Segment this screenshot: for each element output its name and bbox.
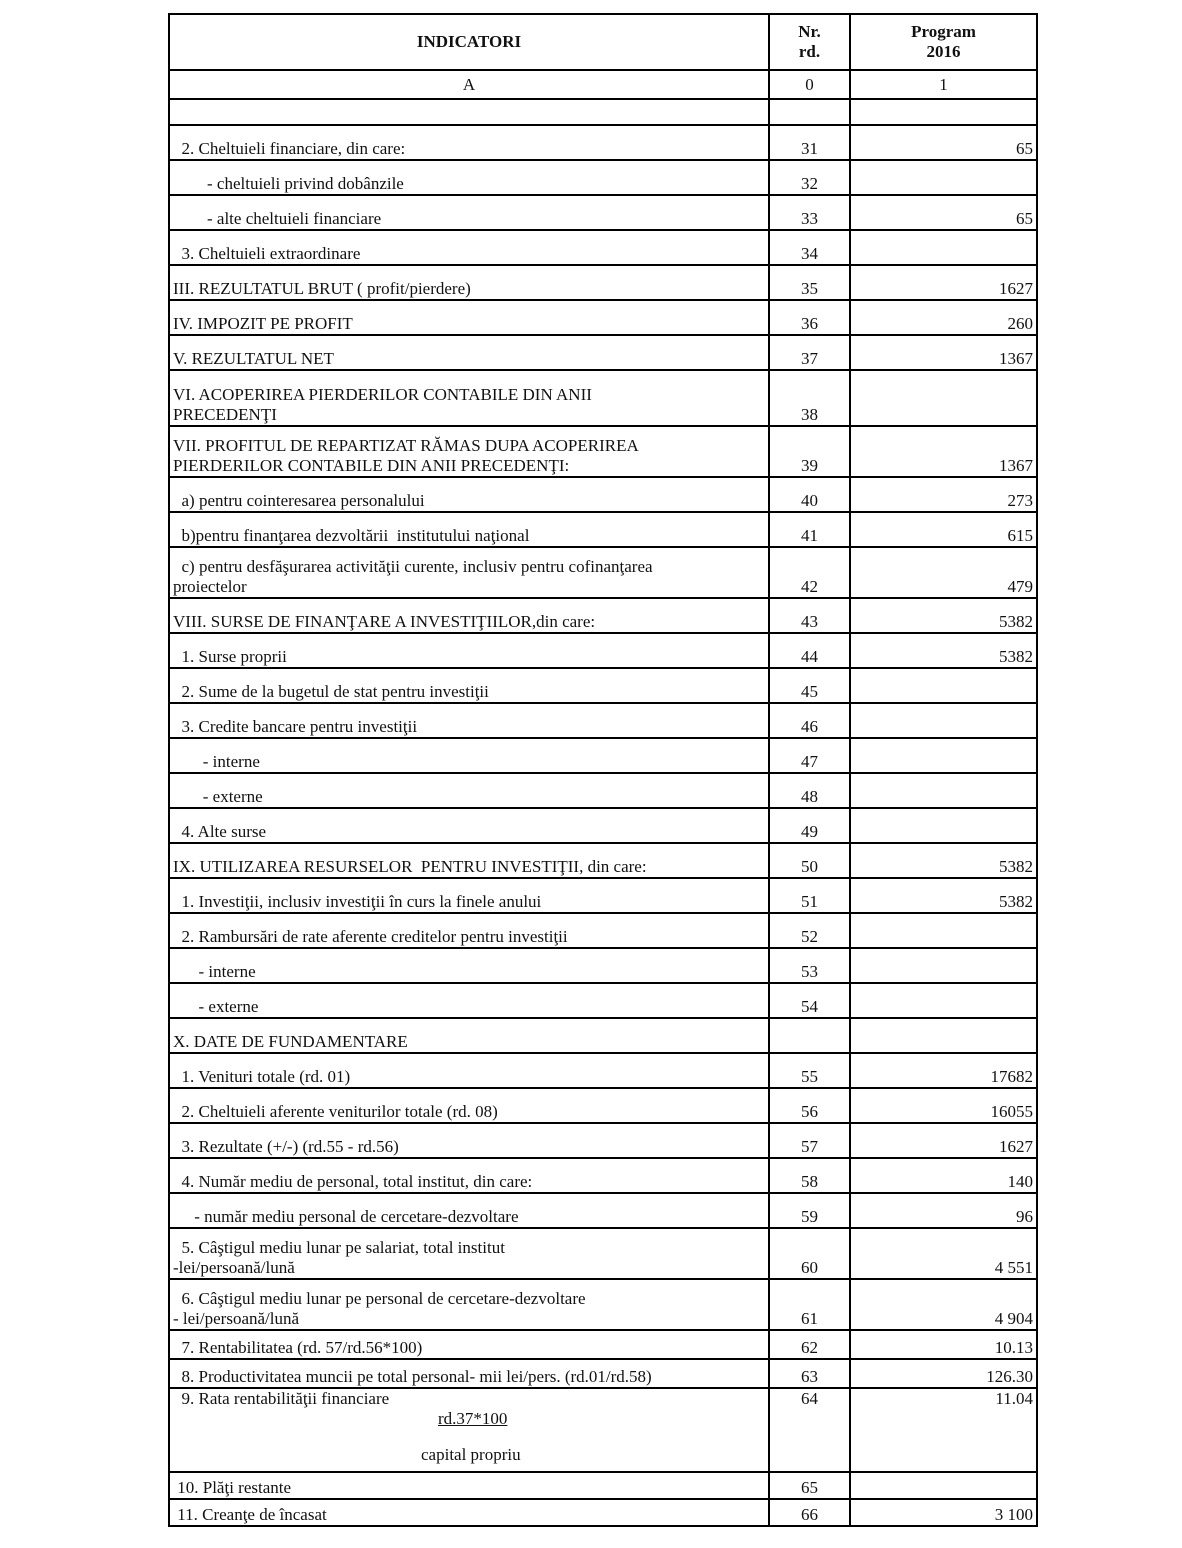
- indicator-label: [169, 1388, 769, 1472]
- indicator-label: 1. Surse proprii: [169, 633, 769, 668]
- indicator-label: V. REZULTATUL NET: [169, 335, 769, 370]
- indicator-label: - număr mediu personal de cercetare-dezvoltare: [169, 1193, 769, 1228]
- row-number: 60: [769, 1228, 850, 1279]
- blank-row: [169, 99, 1037, 125]
- indicator-label: - externe: [169, 773, 769, 808]
- table-row: [169, 738, 1037, 773]
- program-value: 615: [850, 512, 1037, 547]
- program-value: 65: [850, 125, 1037, 160]
- table-row: [169, 1359, 1037, 1388]
- table-row: [169, 512, 1037, 547]
- program-value: [850, 738, 1037, 773]
- blank-cell: [850, 99, 1037, 125]
- program-value: 140: [850, 1158, 1037, 1193]
- indicator-label: 2. Sume de la bugetul de stat pentru investiţii: [169, 668, 769, 703]
- program-value: 5382: [850, 878, 1037, 913]
- program-value: [850, 230, 1037, 265]
- table-row: [169, 195, 1037, 230]
- indicator-label: 7. Rentabilitatea (rd. 57/rd.56*100): [169, 1330, 769, 1359]
- row-number: 59: [769, 1193, 850, 1228]
- program-value: 4 551: [850, 1228, 1037, 1279]
- program-value: 11.04: [850, 1388, 1037, 1472]
- table-row: [169, 808, 1037, 843]
- table-row: [169, 230, 1037, 265]
- column-letters-row: [169, 70, 1037, 99]
- row-number: 42: [769, 547, 850, 598]
- rate-numerator: rd.37*100: [438, 1409, 508, 1428]
- table-row: [169, 983, 1037, 1018]
- indicator-label: 4. Alte surse: [169, 808, 769, 843]
- program-value: [850, 668, 1037, 703]
- indicator-label: VII. PROFITUL DE REPARTIZAT RĂMAS DUPA ACOPERIREA PIERDERILOR CONTABILE DIN ANII PRECEDENŢI:: [169, 426, 769, 477]
- header-indicators: INDICATORI: [169, 14, 769, 70]
- row-number: 33: [769, 195, 850, 230]
- row-number: 48: [769, 773, 850, 808]
- table-row: [169, 1193, 1037, 1228]
- program-value: 4 904: [850, 1279, 1037, 1330]
- program-value: [850, 773, 1037, 808]
- rate-denominator: capital propriu: [421, 1445, 521, 1464]
- row-number: 53: [769, 948, 850, 983]
- table-row: [169, 703, 1037, 738]
- row-number: 38: [769, 370, 850, 426]
- header-nr-line1: Nr.: [798, 22, 821, 41]
- rate-label: 9. Rata rentabilităţii financiare: [173, 1389, 390, 1408]
- row-number: 64: [769, 1388, 850, 1472]
- header-program-line1: Program: [911, 22, 976, 41]
- indicator-label: - cheltuieli privind dobânzile: [169, 160, 769, 195]
- table-row: [169, 300, 1037, 335]
- table-row: [169, 1228, 1037, 1279]
- indicator-label: 6. Câştigul mediu lunar pe personal de cercetare-dezvoltare - lei/persoană/lună: [169, 1279, 769, 1330]
- indicator-label: III. REZULTATUL BRUT ( profit/pierdere): [169, 265, 769, 300]
- program-value: 1367: [850, 335, 1037, 370]
- program-value: 479: [850, 547, 1037, 598]
- header-program: [850, 14, 1037, 70]
- table-row: [169, 1123, 1037, 1158]
- table-row: [169, 426, 1037, 477]
- letter-1: 1: [850, 70, 1037, 99]
- row-number: 63: [769, 1359, 850, 1388]
- row-number: 44: [769, 633, 850, 668]
- table-row: [169, 125, 1037, 160]
- program-value: [850, 913, 1037, 948]
- indicator-label: 8. Productivitatea muncii pe total personal- mii lei/pers. (rd.01/rd.58): [169, 1359, 769, 1388]
- indicator-label: - interne: [169, 738, 769, 773]
- row-number: 57: [769, 1123, 850, 1158]
- indicator-label: VI. ACOPERIREA PIERDERILOR CONTABILE DIN ANII PRECEDENŢI: [169, 370, 769, 426]
- row-number: 66: [769, 1499, 850, 1526]
- program-value: 5382: [850, 843, 1037, 878]
- row-number: 41: [769, 512, 850, 547]
- table-body: [169, 70, 1037, 1526]
- blank-cell: [169, 99, 769, 125]
- indicator-label: IX. UTILIZAREA RESURSELOR PENTRU INVESTIŢII, din care:: [169, 843, 769, 878]
- table-row: [169, 1472, 1037, 1499]
- row-number: 61: [769, 1279, 850, 1330]
- program-value: [850, 808, 1037, 843]
- table-row: [169, 1158, 1037, 1193]
- program-value: 1627: [850, 1123, 1037, 1158]
- indicator-label: - externe: [169, 983, 769, 1018]
- letter-0: 0: [769, 70, 850, 99]
- indicator-label: 2. Rambursări de rate aferente creditelor pentru investiţii: [169, 913, 769, 948]
- program-value: [850, 703, 1037, 738]
- row-number: 54: [769, 983, 850, 1018]
- table-row: [169, 335, 1037, 370]
- table-row: [169, 633, 1037, 668]
- indicator-label: 2. Cheltuieli financiare, din care:: [169, 125, 769, 160]
- row-number: 39: [769, 426, 850, 477]
- indicators-table: [168, 13, 1038, 1527]
- program-value: 5382: [850, 633, 1037, 668]
- letter-a: A: [169, 70, 769, 99]
- row-number: 45: [769, 668, 850, 703]
- blank-cell: [769, 99, 850, 125]
- row-number: 37: [769, 335, 850, 370]
- program-value: 3 100: [850, 1499, 1037, 1526]
- indicator-label: b)pentru finanţarea dezvoltării institutului naţional: [169, 512, 769, 547]
- row-number: 47: [769, 738, 850, 773]
- program-value: [850, 1018, 1037, 1053]
- table-row: [169, 547, 1037, 598]
- table-row: [169, 1088, 1037, 1123]
- program-value: 16055: [850, 1088, 1037, 1123]
- indicator-label: 10. Plăţi restante: [169, 1472, 769, 1499]
- program-value: 10.13: [850, 1330, 1037, 1359]
- table-row: [169, 773, 1037, 808]
- table-row: [169, 913, 1037, 948]
- indicator-label: 3. Cheltuieli extraordinare: [169, 230, 769, 265]
- row-number: 46: [769, 703, 850, 738]
- row-number: 50: [769, 843, 850, 878]
- table-row: [169, 477, 1037, 512]
- table-row: [169, 1330, 1037, 1359]
- program-value: 96: [850, 1193, 1037, 1228]
- indicator-label: 2. Cheltuieli aferente veniturilor totale (rd. 08): [169, 1088, 769, 1123]
- header-program-line2: 2016: [926, 42, 961, 61]
- row-number: [769, 1018, 850, 1053]
- table-row: [169, 843, 1037, 878]
- indicator-label: c) pentru desfăşurarea activităţii curente, inclusiv pentru cofinanţarea proiectelor: [169, 547, 769, 598]
- row-number: 52: [769, 913, 850, 948]
- program-value: 1367: [850, 426, 1037, 477]
- header-nr-rd: [769, 14, 850, 70]
- program-value: 5382: [850, 598, 1037, 633]
- program-value: [850, 160, 1037, 195]
- indicator-label: 3. Credite bancare pentru investiţii: [169, 703, 769, 738]
- row-number: 34: [769, 230, 850, 265]
- table-row: [169, 668, 1037, 703]
- indicator-label: 1. Venituri totale (rd. 01): [169, 1053, 769, 1088]
- row-number: 56: [769, 1088, 850, 1123]
- indicator-label: a) pentru cointeresarea personalului: [169, 477, 769, 512]
- indicator-label: 5. Câştigul mediu lunar pe salariat, total institut -lei/persoană/lună: [169, 1228, 769, 1279]
- header-row: [169, 14, 1037, 70]
- table-row: [169, 265, 1037, 300]
- table-row-rate: [169, 1388, 1037, 1472]
- row-number: 55: [769, 1053, 850, 1088]
- row-number: 62: [769, 1330, 850, 1359]
- program-value: [850, 983, 1037, 1018]
- row-number: 43: [769, 598, 850, 633]
- indicator-label: 11. Creanţe de încasat: [169, 1499, 769, 1526]
- indicator-label: - alte cheltuieli financiare: [169, 195, 769, 230]
- table-row: [169, 1279, 1037, 1330]
- row-number: 49: [769, 808, 850, 843]
- program-value: 65: [850, 195, 1037, 230]
- program-value: [850, 370, 1037, 426]
- program-value: 17682: [850, 1053, 1037, 1088]
- indicator-label: - interne: [169, 948, 769, 983]
- table-row: [169, 1499, 1037, 1526]
- table-row: [169, 948, 1037, 983]
- indicator-label: 4. Număr mediu de personal, total institut, din care:: [169, 1158, 769, 1193]
- program-value: 126.30: [850, 1359, 1037, 1388]
- program-value: [850, 1472, 1037, 1499]
- table-row: [169, 598, 1037, 633]
- table-row: [169, 878, 1037, 913]
- indicator-label: 1. Investiţii, inclusiv investiţii în curs la finele anului: [169, 878, 769, 913]
- indicator-label: IV. IMPOZIT PE PROFIT: [169, 300, 769, 335]
- row-number: 51: [769, 878, 850, 913]
- table-row: [169, 370, 1037, 426]
- indicator-label: X. DATE DE FUNDAMENTARE: [169, 1018, 769, 1053]
- indicator-label: 3. Rezultate (+/-) (rd.55 - rd.56): [169, 1123, 769, 1158]
- program-value: 1627: [850, 265, 1037, 300]
- row-number: 65: [769, 1472, 850, 1499]
- row-number: 31: [769, 125, 850, 160]
- header-nr-line2: rd.: [798, 42, 821, 61]
- row-number: 35: [769, 265, 850, 300]
- program-value: 273: [850, 477, 1037, 512]
- row-number: 58: [769, 1158, 850, 1193]
- program-value: 260: [850, 300, 1037, 335]
- indicator-label: VIII. SURSE DE FINANŢARE A INVESTIŢIILOR,din care:: [169, 598, 769, 633]
- row-number: 40: [769, 477, 850, 512]
- table-row: [169, 1018, 1037, 1053]
- program-value: [850, 948, 1037, 983]
- table-row: [169, 1053, 1037, 1088]
- table-row: [169, 160, 1037, 195]
- row-number: 32: [769, 160, 850, 195]
- row-number: 36: [769, 300, 850, 335]
